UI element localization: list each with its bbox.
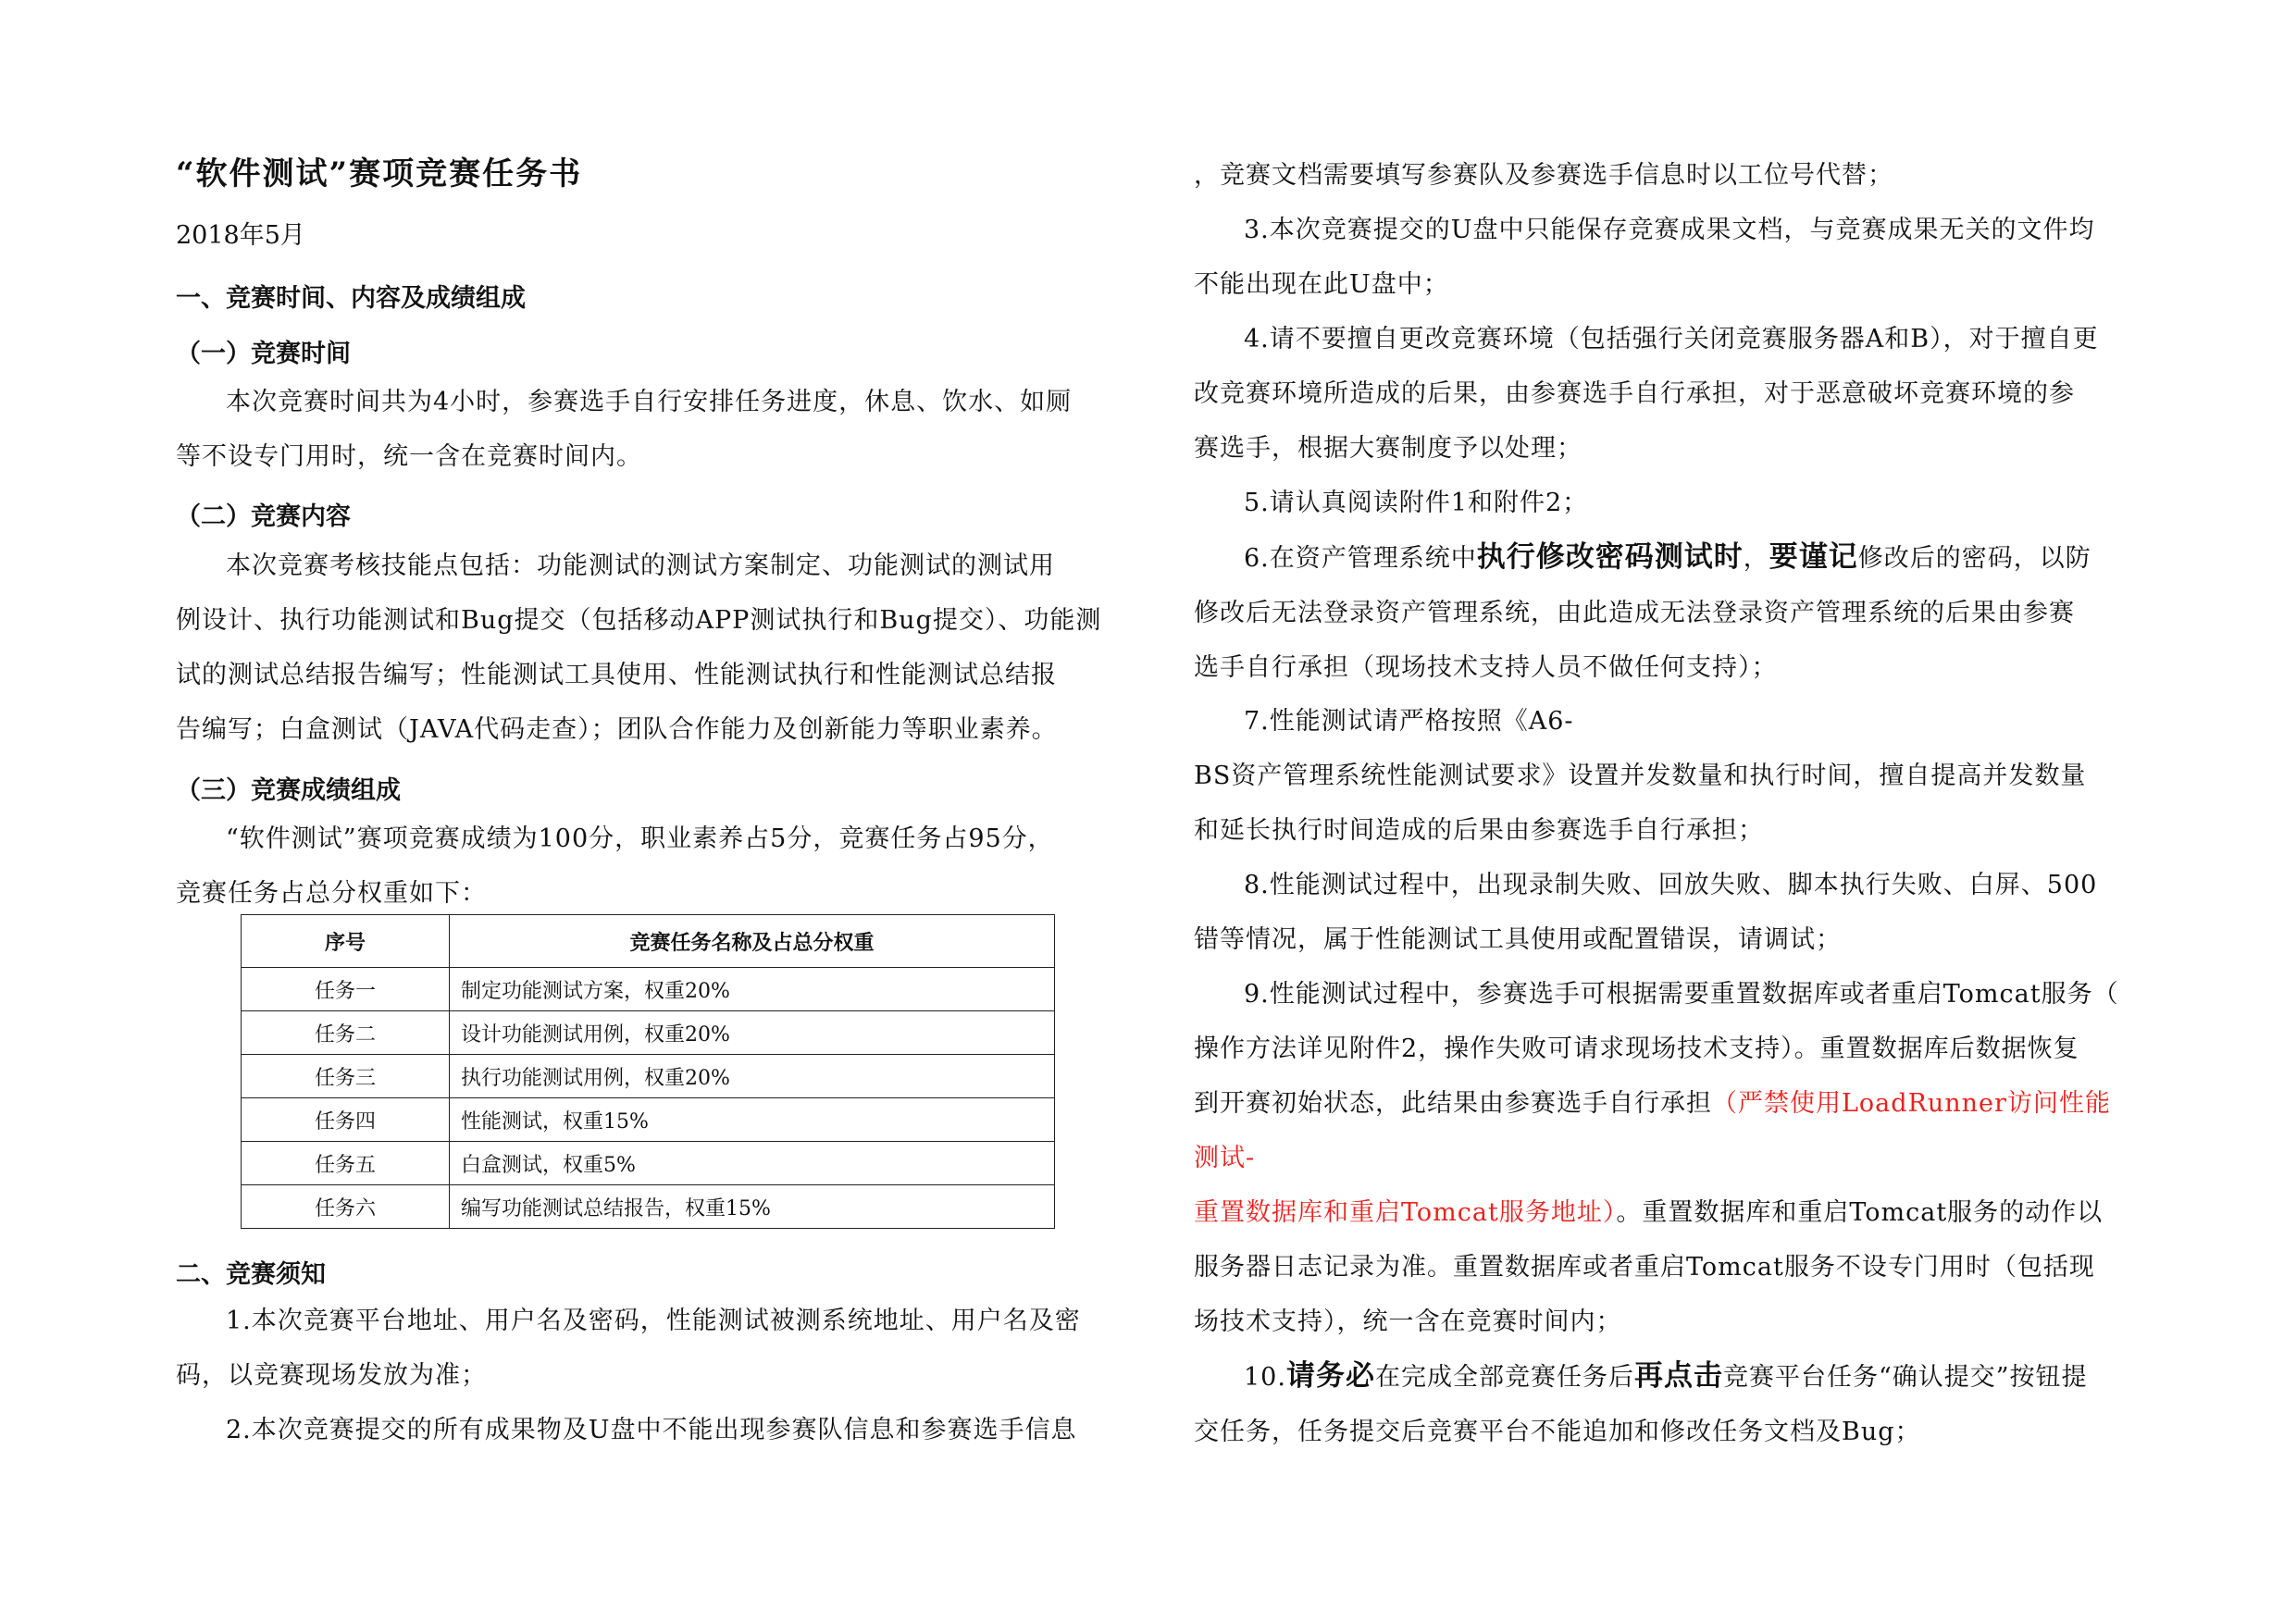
paragraph-line: 试的测试总结报告编写；性能测试工具使用、性能测试执行和性能测试总结报 [176,661,1057,689]
table-row [242,1011,1055,1055]
paragraph-line [1194,1076,2133,1131]
emphasis-text: 执行修改密码测试时 [1476,540,1744,574]
table-cell: 制定功能测试方案，权重20% [450,968,1055,1011]
paragraph-line: 不能出现在此U盘中； [1194,270,1449,299]
emphasis-text: 要谨记 [1769,540,1858,574]
emphasis-text: 再点击 [1633,1359,1723,1393]
notice-item5 [1194,476,2133,530]
section2-heading: 二、竞赛须知 [176,1260,326,1289]
notice-item2 [176,1403,1115,1457]
paragraph-line: 9.性能测试过程中，参赛选手可根据需要重置数据库或者重启Tomcat服务（ [1244,980,2119,1009]
paragraph-line: 改竞赛环境所造成的后果，由参赛选手自行承担，对于恶意破坏竞赛环境的参 [1194,379,2075,408]
sub1-paragraph [176,375,1115,484]
notice-item4 [1194,312,2133,476]
paragraph-line [1194,1185,2133,1240]
notice-item2-continued [1194,148,2133,203]
paragraph-line: 5.请认真阅读附件1和附件2； [1244,489,1589,517]
sub3-heading: （三）竞赛成绩组成 [176,776,401,805]
paragraph-line: 错等情况，属于性能测试工具使用或配置错误，请调试； [1194,925,1842,954]
task-weight-table [241,914,1055,1229]
paragraph-line: 和延长执行时间造成的后果由参赛选手自行承担； [1194,816,1764,845]
paragraph-line: 等不设专门用时，统一含在竞赛时间内。 [176,442,642,471]
table-cell: 白盒测试，权重5% [450,1142,1055,1185]
paragraph-line: 7.性能测试请严格按照《A6- [1244,707,1574,736]
paragraph-line: 2.本次竞赛提交的所有成果物及U盘中不能出现参赛队信息和参赛选手信息 [226,1416,1077,1444]
table-row [242,1142,1055,1185]
paragraph-line: 1.本次竞赛平台地址、用户名及密码，性能测试被测系统地址、用户名及密 [226,1307,1081,1335]
table-header-cell: 竞赛任务名称及占总分权重 [450,915,1055,968]
paragraph-line: 8.性能测试过程中，出现录制失败、回放失败、脚本执行失败、白屏、500 [1244,871,2098,899]
paragraph-line: 场技术支持），统一含在竞赛时间内； [1194,1307,1622,1336]
paragraph-line [1194,1349,2133,1405]
table-cell: 执行功能测试用例，权重20% [450,1055,1055,1098]
text-run: ， [1743,544,1769,573]
table-row [242,1055,1055,1098]
table-row [242,1185,1055,1229]
paragraph-line: 本次竞赛考核技能点包括：功能测试的测试方案制定、功能测试的测试用 [226,551,1055,580]
notice-item3 [1194,203,2133,312]
table-cell: 任务三 [242,1055,450,1098]
paragraph-line: 竞赛任务占总分权重如下： [176,879,487,908]
notice-item7 [1194,694,2133,858]
table-cell: 任务四 [242,1098,450,1142]
paragraph-line: ，竞赛文档需要填写参赛队及参赛选手信息时以工位号代替； [1194,161,1893,190]
document-title: “软件测试”赛项竞赛任务书 [176,155,583,192]
section1-heading: 一、竞赛时间、内容及成绩组成 [176,284,526,313]
text-run: 6.在资产管理系统中 [1244,544,1477,573]
paragraph-line: 码，以竞赛现场发放为准； [176,1361,487,1390]
table-row [242,1098,1055,1142]
notice-item9 [1194,967,2133,1349]
table-header-row [242,915,1055,968]
paragraph-line: 操作方法详见附件2，操作失败可请求现场技术支持）。重置数据库后数据恢复 [1194,1035,2079,1063]
document-date: 2018年5月 [176,221,305,250]
paragraph-line: 3.本次竞赛提交的U盘中只能保存竞赛成果文档，与竞赛成果无关的文件均 [1244,216,2095,244]
paragraph-line: 服务器日志记录为准。重置数据库或者重启Tomcat服务不设专门用时（包括现 [1194,1253,2095,1282]
notice-item10 [1194,1349,2133,1459]
table-header-cell: 序号 [242,915,450,968]
text-run: 。重置数据库和重启Tomcat服务的动作以 [1616,1198,2104,1227]
text-run: 在完成全部竞赛任务后 [1374,1363,1634,1392]
warning-text: 重置数据库和重启Tomcat服务地址） [1194,1198,1617,1227]
paragraph-line: 修改后无法登录资产管理系统，由此造成无法登录资产管理系统的后果由参赛 [1194,599,2075,627]
paragraph-line: 赛选手，根据大赛制度予以处理； [1194,434,1582,463]
text-run: 竞赛平台任务“确认提交”按钮提 [1722,1363,2088,1392]
warning-text: （严禁使用LoadRunner访问性能 [1712,1089,2111,1118]
table-cell: 任务一 [242,968,450,1011]
table-row [242,968,1055,1011]
paragraph-line: 告编写；白盒测试（JAVA代码走查）；团队合作能力及创新能力等职业素养。 [176,715,1058,744]
sub3-paragraph [176,812,1115,921]
emphasis-text: 请务必 [1285,1359,1375,1393]
sub1-heading: （一）竞赛时间 [176,340,351,368]
notice-item8 [1194,858,2133,967]
sub2-paragraph [176,539,1115,757]
paragraph-line: “软件测试”赛项竞赛成绩为100分，职业素养占5分，竞赛任务占95分， [226,824,1054,853]
sub2-heading: （二）竞赛内容 [176,502,351,531]
table-cell: 任务六 [242,1185,450,1229]
paragraph-line: 例设计、执行功能测试和Bug提交（包括移动APP测试执行和Bug提交）、功能测 [176,606,1102,635]
paragraph-line: 交任务，任务提交后竞赛平台不能追加和修改任务文档及Bug； [1194,1418,1921,1446]
table-cell: 任务五 [242,1142,450,1185]
text-run: 到开赛初始状态，此结果由参赛选手自行承担 [1194,1089,1712,1118]
table-cell: 设计功能测试用例，权重20% [450,1011,1055,1055]
paragraph-line: BS资产管理系统性能测试要求》设置并发数量和执行时间，擅自提高并发数量 [1194,762,2087,790]
table-cell: 性能测试，权重15% [450,1098,1055,1142]
notice-item6 [1194,530,2133,695]
notice-item1 [176,1294,1115,1403]
paragraph-line: 4.请不要擅自更改竞赛环境（包括强行关闭竞赛服务器A和B），对于擅自更 [1244,325,2099,353]
paragraph-line: 本次竞赛时间共为4小时，参赛选手自行安排任务进度，休息、饮水、如厕 [226,388,1073,416]
text-run: 10. [1244,1363,1286,1392]
warning-text: 测试- [1194,1144,1256,1172]
paragraph-line: 选手自行承担（现场技术支持人员不做任何支持）； [1194,653,1778,682]
paragraph-line [1194,530,2133,586]
text-run: 修改后的密码，以防 [1857,544,2091,573]
table-cell: 编写功能测试总结报告，权重15% [450,1185,1055,1229]
table-cell: 任务二 [242,1011,450,1055]
